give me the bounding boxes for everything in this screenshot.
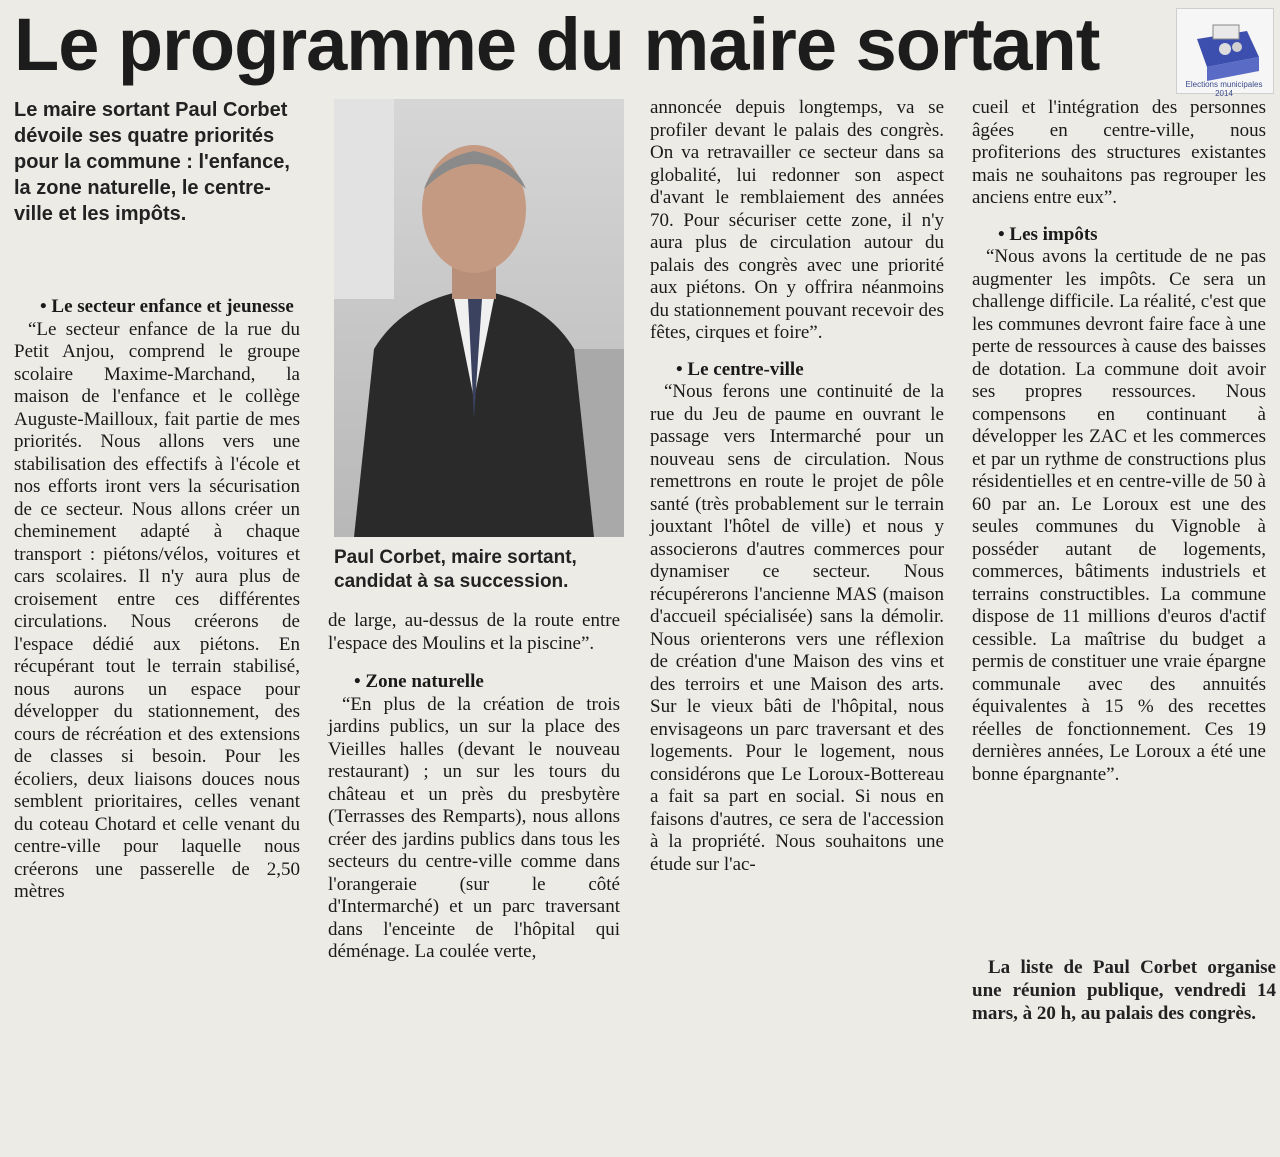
section-heading-zone: • Zone naturelle — [354, 671, 484, 692]
section-body-centre: “Nous ferons une continuité de la rue du Jeu de paume en ouvrant le passage vers Intermarché pour un nouveau sens de circulation. Nous remettrons en route le projet de pôle santé (très probablement sur le terrain jouxtant l'hôtel de ville) et nous y associerons d'autres commerces pour dynamiser ce secteur. Nous récupérerons l'ancienne MAS (maison d'accueil spécialisée) sans la démolir. Nous orienterons vers une réflexion de création d'une Maison des vins et des terroirs et une Maison des arts. Sur le vieux bâti de l'hôpital, nous envisageons un parc traversant et des logements. Pour le logement, nous considérons que Le Loroux-Bottereau a fait sa part en social. Si nous en faisons d'autres, ce sera de l'accession à la propriété. Nous souhaitons une étude sur l'ac- — [650, 381, 944, 875]
section-body-enfance: “Le secteur enfance de la rue du Petit Anjou, comprend le groupe scolaire Maxime-Marchand, la maison de l'enfance et le collège Auguste-Mailloux, fait partie de mes priorités. Nous allons vers une stabilisation des effectifs à l'école et nos efforts iront vers la sécurisation de ce secteur. Nous allons créer un cheminement adapté à chaque transport : piétons/vélos, voitures et cars scolaires. Il n'y aura plus de croisement entre ces différentes circulations. Nous créerons de l'espace dédié aux piétons. En récupérant tout le terrain stabilisé, nous aurons un espace pour développer du stationnement, des cours de récréation et des extensions de classes si besoin. Pour les écoliers, deux liaisons douces nous semblent prioritaires, celles venant du coteau Chotard et celle venant du centre-ville pour laquelle nous créerons une passerelle de 2,50 mètres — [14, 318, 300, 902]
photo-caption: Paul Corbet, maire sortant, candidat à sa succession. — [334, 547, 577, 592]
column-4 — [972, 97, 1266, 786]
column-1 — [14, 296, 300, 904]
section-body-impots: “Nous avons la certitude de ne pas augmenter les impôts. Ce sera un challenge difficile. La réalité, c'est que les communes devront faire face à une perte de ressources à cause des baisses de dotation. La commune doit avoir ses propres ressources. Nous compensons en continuant à développer les ZAC et les commerces et par un rythme de constructions plus résidentielles et en centre-ville de 50 à 60 par an. Le Loroux est une des seules communes du Vignoble à posséder autant de logements, commerces, bâtiments industriels et terrains constructibles. La commune dispose de 11 millions d'euros d'actif cessible. La maîtrise du budget a permis de constituer une vraie épargne communale avec des annuités équivalentes à 15 % des recettes réelles de fonctionnement. Ces 19 dernières années, Le Loroux a été une bonne épargnante”. — [972, 246, 1266, 785]
article-headline: Le programme du maire sortant — [14, 3, 1100, 86]
column-2 — [328, 610, 620, 964]
elections-logo-label: Elections municipales 2014 — [1185, 80, 1263, 98]
section-body-zone-cont: annoncée depuis longtemps, va se profiler devant le palais des congrès. On va retravailler ce secteur dans sa globalité, lui redonner son aspect d'avant le remblaiement des années 70. Pour sécuriser cette zone, il n'y aura plus de circulation autour du palais des congrès avec une priorité aux piétons. On y offrira néanmoins du stationnement pouvant recevoir des fêtes, cirques et foire”. — [650, 97, 944, 343]
section-heading-centre: • Le centre-ville — [676, 358, 804, 380]
candidate-photo — [334, 99, 624, 537]
section-body-zone: “En plus de la création de trois jardins publics, un sur la place des Vieilles halles (devant le nouveau restaurant) ; un sur les tours du château et un près du presbytère (Terrasses des Remparts), nous allons créer des jardins publics dans tous les secteurs du centre-ville comme dans l'orangeraie (sur le côté d'Intermarché) et un parc traversant dans l'enceinte de l'hôpital qui déménage. La coulée verte, — [328, 693, 620, 962]
column-3 — [650, 97, 944, 876]
meeting-announcement: La liste de Paul Corbet organise une réunion publique, vendredi 14 mars, à 20 h, au palais des congrès. — [972, 957, 1276, 1024]
section-body-enfance-cont: de large, au-dessus de la route entre l'espace des Moulins et la piscine”. — [328, 610, 620, 654]
section-heading-enfance: • Le secteur enfance et jeunesse — [40, 296, 294, 317]
section-body-centre-cont: cueil et l'intégration des personnes âgées en centre-ville, nous profiterions des structures existantes mais ne souhaitons pas regrouper les anciens entre eux”. — [972, 97, 1266, 208]
article-lead: Le maire sortant Paul Corbet dévoile ses quatre priorités pour la commune : l'enfance, la zone naturelle, le centre-ville et les impôts. — [14, 99, 290, 225]
section-heading-impots: • Les impôts — [998, 223, 1098, 245]
